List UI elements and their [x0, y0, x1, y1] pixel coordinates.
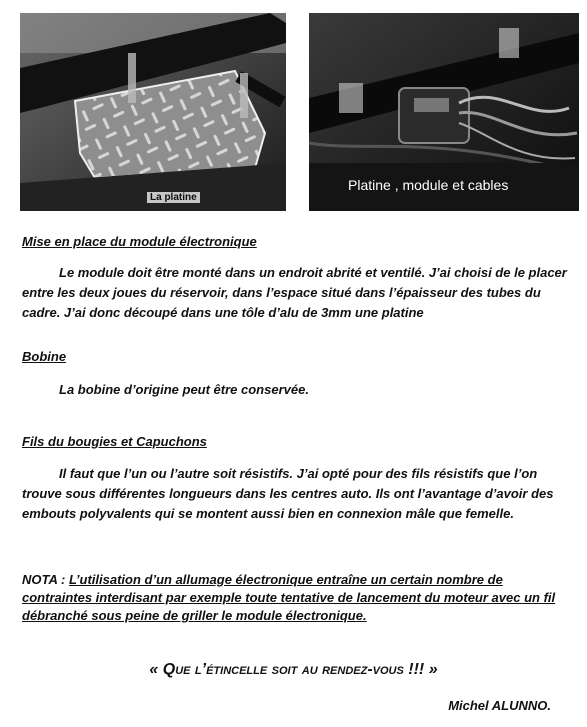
module-heading: Mise en place du module électronique	[22, 234, 257, 249]
closing-quote: « Que l’étincelle soit au rendez-vous !!! »	[149, 661, 438, 678]
platine-photo-graphic	[20, 13, 286, 211]
fils-paragraph: Il faut que l’un ou l’autre soit résistifs. J’ai opté pour des fils résistifs que l’on trouve sous différentes longueurs dans les centres auto. Ils ont l’avantage d’avoir des embouts polyvalents qui se montent aussi bien en connexion mâle que femelle.	[22, 466, 554, 521]
nota-text: L’utilisation d’un allumage électronique entraîne un certain nombre de contraintes interdisant par exemple toute tentative de lancement du moteur avec un fil débranché sous peine de griller le module électronique.	[22, 572, 556, 623]
nota-label: NOTA :	[22, 572, 69, 587]
photo-module-cables	[309, 13, 579, 211]
fils-heading: Fils du bougies et Capuchons	[22, 434, 207, 449]
author-signature: Michel ALUNNO.	[448, 698, 551, 713]
photo-platine	[20, 13, 286, 211]
caption-platine: La platine	[147, 192, 200, 203]
bobine-paragraph: La bobine d’origine peut être conservée.	[59, 382, 309, 397]
module-paragraph: Le module doit être monté dans un endroit abrité et ventilé. J’ai choisi de le placer entre les deux joues du réservoir, dans l’espace situé dans l’épaisseur des tubes du cadre. J’ai donc découpé dans une tôle d’alu de 3mm une platine	[22, 265, 567, 320]
caption-module-cables: Platine , module et cables	[348, 177, 509, 193]
bobine-heading: Bobine	[22, 349, 67, 364]
nota-paragraph	[22, 571, 576, 625]
